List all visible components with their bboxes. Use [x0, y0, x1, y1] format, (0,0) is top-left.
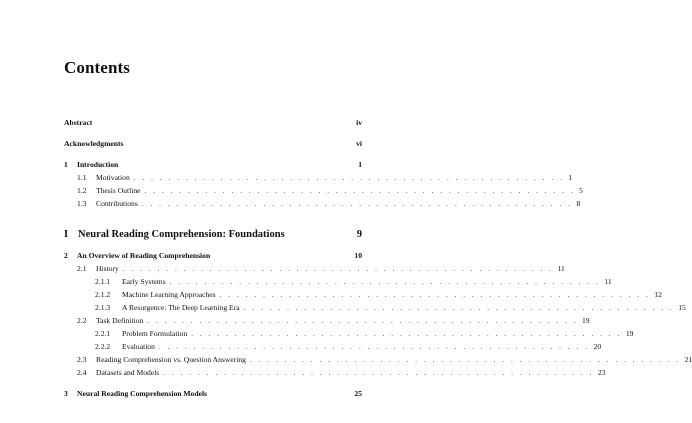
toc-section-2-3[interactable]	[77, 353, 692, 367]
chapter-title: Neural Reading Comprehension Models	[77, 389, 208, 398]
section-number: 2.3	[77, 355, 87, 364]
section-number: 2.2	[77, 316, 87, 325]
toc-section-1-1[interactable]	[77, 171, 573, 185]
dot-leader: . . . . . . . . . . . . . . . . . . . . . . . . . . . . . . . . . . . . . . . . . . . . . . . . . .	[144, 187, 576, 195]
section-title: Task Definition	[96, 316, 144, 325]
toc-subsection-2-2-2[interactable]	[95, 340, 602, 354]
toc-entry-page: 5	[579, 186, 583, 195]
chapter-title: Introduction	[77, 160, 119, 169]
toc-entry-page: 11	[557, 264, 565, 273]
chapter-number: 1	[64, 160, 68, 169]
toc-subsection-2-1-2[interactable]	[95, 288, 662, 302]
toc-entry-page: 9	[356, 229, 362, 240]
section-number: 2.1	[77, 264, 87, 273]
part-number: I	[64, 229, 69, 240]
section-number: 2.4	[77, 368, 87, 377]
toc-subsection-2-1-1[interactable]	[95, 275, 612, 289]
dot-leader: . . . . . . . . . . . . . . . . . . . . . . . . . . . . . . . . . . . . . . . . . . . . . . . . . .	[169, 278, 601, 286]
toc-entry-page: 12	[654, 290, 662, 299]
toc-entry-page: 19	[582, 316, 590, 325]
subsection-title: Machine Learning Approaches	[122, 290, 216, 299]
toc-entry-page: 1	[568, 173, 573, 182]
dot-leader: . . . . . . . . . . . . . . . . . . . . . . . . . . . . . . . . . . . . . . . . . . . . . . . . . .	[219, 291, 651, 299]
toc-entry-acknowledgments[interactable]	[64, 137, 362, 151]
dot-leader: . . . . . . . . . . . . . . . . . . . . . . . . . . . . . . . . . . . . . . . . . . . . . . . . . .	[133, 174, 565, 182]
section-title: Reading Comprehension vs. Question Answering	[96, 355, 246, 364]
toc-chapter-2[interactable]	[64, 249, 362, 263]
toc-entry-page: 20	[593, 342, 602, 351]
section-title: Thesis Outline	[96, 186, 141, 195]
toc-entry-page: 21	[684, 355, 692, 364]
toc-section-1-3[interactable]	[77, 197, 581, 211]
toc-entry-page: 23	[597, 368, 606, 377]
section-title: History	[96, 264, 119, 273]
toc-entry-page: 11	[604, 277, 612, 286]
subsection-title: Early Systems	[122, 277, 166, 286]
section-number: 1.3	[77, 199, 87, 208]
toc-entry-page: 8	[576, 199, 581, 208]
section-title: Motivation	[96, 173, 130, 182]
toc-entry-label: Acknowledgments	[64, 139, 124, 148]
section-title: Datasets and Models	[96, 368, 160, 377]
subsection-title: Evaluation	[122, 342, 155, 351]
page-title: Contents	[64, 58, 130, 77]
dot-leader: . . . . . . . . . . . . . . . . . . . . . . . . . . . . . . . . . . . . . . . . . . . . . . . . . .	[122, 265, 554, 273]
toc-entry-page: 25	[354, 389, 362, 398]
toc-subsection-2-1-3[interactable]	[95, 301, 686, 315]
section-number: 1.1	[77, 173, 87, 182]
toc-subsection-2-2-1[interactable]	[95, 327, 634, 341]
toc-entry-page: 15	[678, 303, 686, 312]
chapter-title: An Overview of Reading Comprehension	[77, 251, 211, 260]
toc-section-2-1[interactable]	[77, 262, 565, 276]
toc-entry-page: iv	[356, 118, 362, 127]
toc-part-1[interactable]	[64, 226, 362, 244]
subsection-number: 2.1.2	[95, 290, 111, 299]
dot-leader: . . . . . . . . . . . . . . . . . . . . . . . . . . . . . . . . . . . . . . . . . . . . . . . . . .	[249, 356, 681, 364]
toc-entry-abstract[interactable]	[64, 116, 362, 130]
toc-chapter-1[interactable]	[64, 158, 362, 172]
dot-leader: . . . . . . . . . . . . . . . . . . . . . . . . . . . . . . . . . . . . . . . . . . . . . . . . . .	[158, 343, 590, 351]
dot-leader: . . . . . . . . . . . . . . . . . . . . . . . . . . . . . . . . . . . . . . . . . . . . . . . . . .	[141, 200, 573, 208]
dot-leader: . . . . . . . . . . . . . . . . . . . . . . . . . . . . . . . . . . . . . . . . . . . . . . . . . .	[191, 330, 622, 338]
subsection-number: 2.2.1	[95, 329, 111, 338]
subsection-number: 2.1.3	[95, 303, 111, 312]
section-number: 1.2	[77, 186, 87, 195]
toc-entry-page: 10	[354, 251, 362, 260]
toc-entry-page: 19	[625, 329, 634, 338]
dot-leader: . . . . . . . . . . . . . . . . . . . . . . . . . . . . . . . . . . . . . . . . . . . . . . . . . .	[243, 304, 675, 312]
toc-entry-label: Abstract	[64, 118, 93, 127]
chapter-number: 3	[64, 389, 68, 398]
subsection-number: 2.1.1	[95, 277, 111, 286]
subsection-number: 2.2.2	[95, 342, 111, 351]
dot-leader: . . . . . . . . . . . . . . . . . . . . . . . . . . . . . . . . . . . . . . . . . . . . . . . . . .	[163, 369, 594, 377]
toc-entry-page: vi	[356, 139, 362, 148]
dot-leader: . . . . . . . . . . . . . . . . . . . . . . . . . . . . . . . . . . . . . . . . . . . . . . . . . .	[147, 317, 578, 325]
toc-entry-page: 1	[358, 160, 362, 169]
part-title: Neural Reading Comprehension: Foundations	[78, 229, 285, 240]
chapter-number: 2	[64, 251, 68, 260]
subsection-title: Problem Formulation	[122, 329, 188, 338]
section-title: Contributions	[96, 199, 138, 208]
toc-section-2-2[interactable]	[77, 314, 590, 328]
toc-section-1-2[interactable]	[77, 184, 583, 198]
toc-chapter-3[interactable]	[64, 387, 362, 401]
subsection-title: A Resurgence: The Deep Learning Era	[122, 303, 240, 312]
toc-section-2-4[interactable]	[77, 366, 606, 380]
